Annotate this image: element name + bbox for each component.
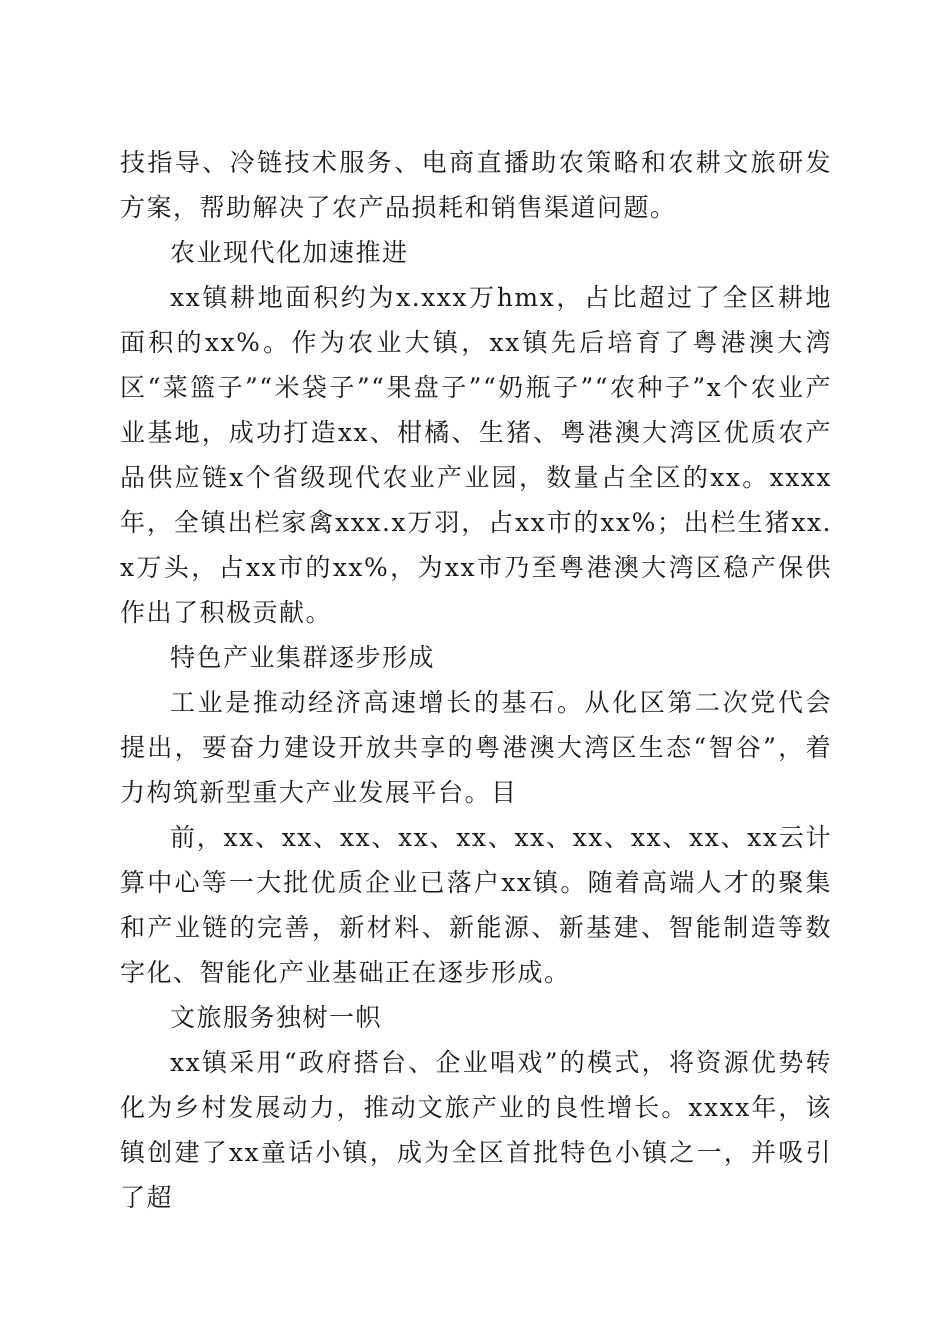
paragraph-continuation: 技指导、冷链技术服务、电商直播助农策略和农耕文旅研发方案，帮助解决了农产品损耗和销售渠道问题。: [120, 148, 832, 222]
section-heading-industry-cluster: 特色产业集群逐步形成: [170, 643, 436, 672]
paragraph-industry-1: 工业是推动经济高速增长的基石。从化区第二次党代会提出，要奋力建设开放共享的粤港澳大湾区生态“智谷”，着力构筑新型重大产业发展平台。目: [120, 688, 832, 807]
paragraph-culture-tourism: xx镇采用“政府搭台、企业唱戏”的模式，将资源优势转化为乡村发展动力，推动文旅产业的良性增长。xxxx年，该镇创建了xx童话小镇，成为全区首批特色小镇之一，并吸引了超: [120, 1048, 832, 1212]
paragraph-agriculture: xx镇耕地面积约为x.xxx万hmx，占比超过了全区耕地面积的xx%。作为农业大镇，xx镇先后培育了粤港澳大湾区“菜篮子”“米袋子”“果盘子”“奶瓶子”“农种子”x个农业产业基地，成功打造xx、柑橘、生猪、粤港澳大湾区优质农产品供应链x个省级现代农业产业园，数量占全区的xx。xxxx年，全镇出栏家禽xxx.x万羽，占xx市的xx%；出栏生猪xx.x万头，占xx市的xx%，为xx市乃至粤港澳大湾区稳产保供作出了积极贡献。: [120, 283, 832, 627]
section-heading-culture-tourism: 文旅服务独树一帜: [170, 1003, 383, 1032]
section-heading-agriculture: 农业现代化加速推进: [170, 238, 409, 267]
document-body: [120, 140, 832, 1220]
paragraph-industry-2: 前，xx、xx、xx、xx、xx、xx、xx、xx、xx、xx云计算中心等一大批优质企业已落户xx镇。随着高端人才的聚集和产业链的完善，新材料、新能源、新基建、智能制造等数字化、智能化产业基础正在逐步形成。: [120, 823, 832, 987]
